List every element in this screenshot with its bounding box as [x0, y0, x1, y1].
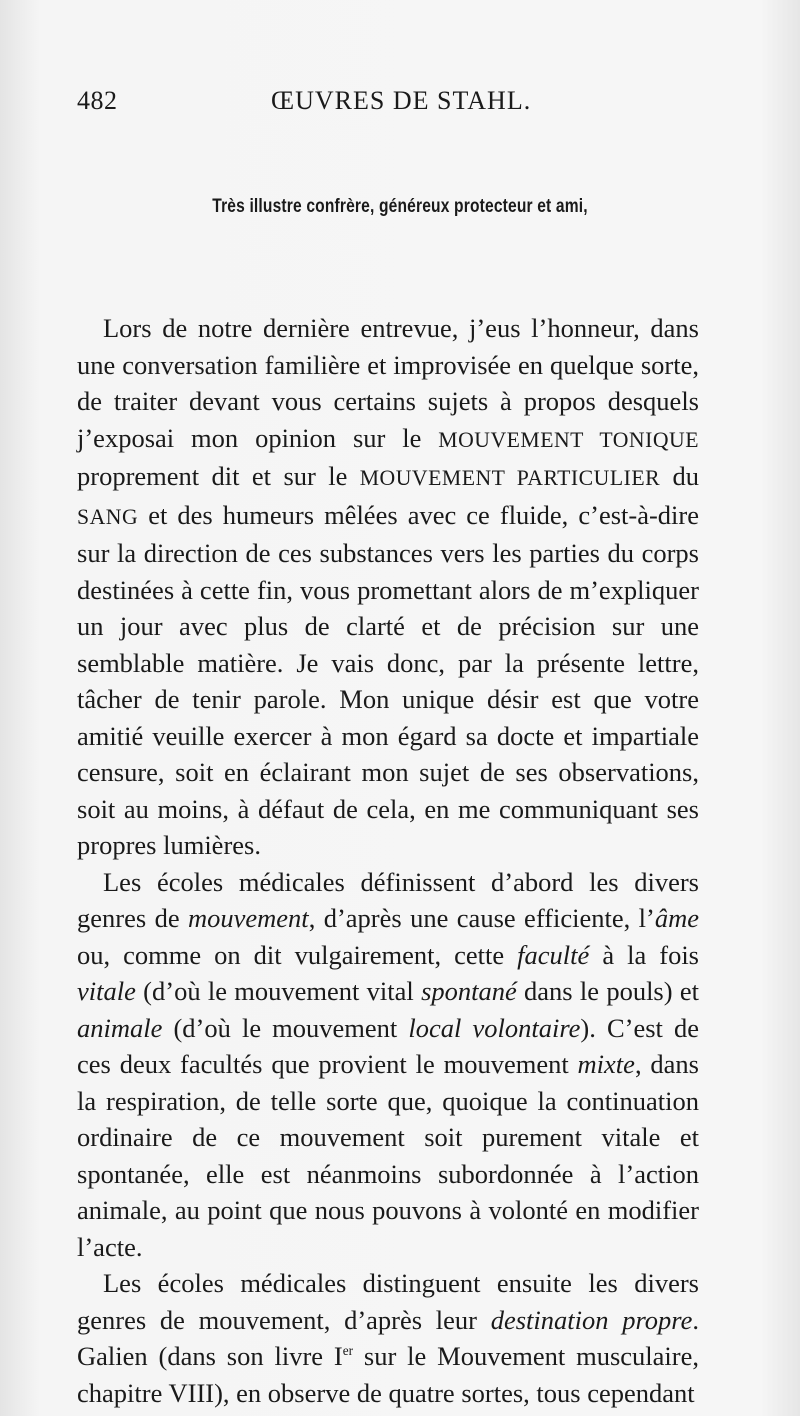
running-title: ŒUVRES DE STAHL. — [271, 86, 532, 115]
letter-salutation: Très illustre confrère, généreux protecteur et ami, — [212, 196, 588, 217]
paragraph-2 — [77, 864, 699, 1266]
italic-term: faculté — [517, 939, 590, 970]
text-run: . Galien (dans son livre I — [77, 1304, 699, 1371]
text-run: (d’où le mouvement — [162, 1012, 409, 1043]
page-header — [77, 86, 697, 126]
text-run: sur le Mouvement musculaire, chapitre VIII), en observe de quatre sortes, tous cependant — [77, 1341, 699, 1408]
italic-term: local volontaire — [408, 1012, 581, 1043]
italic-term: mixte — [577, 1049, 635, 1079]
superscript: er — [342, 1343, 354, 1359]
text-run: Les écoles médicales définissent d’abord les divers genres de — [77, 866, 699, 933]
text-run: et des humeurs mêlées avec ce fluide, c’est-à-dire sur la direction de ces substances vers les parties du corps destinées à cette fin, vous promettant alors de m’expliquer un jour avec plus de clarté et de précision sur une semblable matière. Je vais donc, par la présente lettre, tâcher de tenir parole. Mon unique désir est que votre amitié veuille exercer à mon égard sa docte et impartiale censure, soit en éclairant mon sujet de ses observations, soit au moins, à défaut de cela, en me communiquant ses propres lumières. — [77, 499, 699, 860]
text-run: (d’où le mouvement vital — [135, 976, 422, 1006]
text-run: proprement dit et sur le — [77, 461, 360, 491]
text-run: , dans la respiration, de telle sorte que, quoique la continuation ordinaire de ce mouvement soit purement vitale et spontanée, elle est néanmoins subordonnée à l’action animale, au point que nous pouvons à volonté en modifier l’acte. — [77, 1049, 699, 1262]
small-caps-term: SANG — [77, 504, 139, 529]
text-run: Les écoles médicales distinguent ensuite les divers genres de mouvement, d’après leur — [77, 1268, 699, 1335]
text-run: , d’après une cause efficiente, l’ — [308, 903, 655, 933]
italic-term: animale — [77, 1012, 163, 1043]
italic-term: destination propre — [490, 1304, 693, 1335]
small-caps-term: MOUVEMENT PARTICULIER — [359, 466, 661, 490]
page-number: 482 — [77, 86, 118, 115]
italic-term: spontané — [421, 976, 517, 1006]
text-run: dans le pouls) et — [516, 976, 699, 1006]
text-run: ). C’est de ces deux facultés que provient le mouvement — [77, 1012, 700, 1079]
text-run: à la fois — [589, 939, 699, 970]
paragraph-3 — [77, 1265, 699, 1411]
italic-term: vitale — [77, 976, 136, 1006]
text-run: ou, comme on dit vulgairement, cette — [77, 939, 518, 970]
italic-term: mouvement — [188, 903, 309, 933]
italic-term: âme — [654, 903, 699, 933]
text-run: du — [660, 461, 699, 491]
text-run: Lors de notre dernière entrevue, j’eus l’honneur, dans une conversation familière et improvisée en quelque sorte, de traiter devant vous certains sujets à propos desquels j’exposai mon opinion sur le — [77, 313, 699, 453]
small-caps-term: MOUVEMENT TONIQUE — [438, 427, 699, 452]
paragraph-1 — [77, 310, 699, 864]
letter-body — [77, 310, 699, 1411]
